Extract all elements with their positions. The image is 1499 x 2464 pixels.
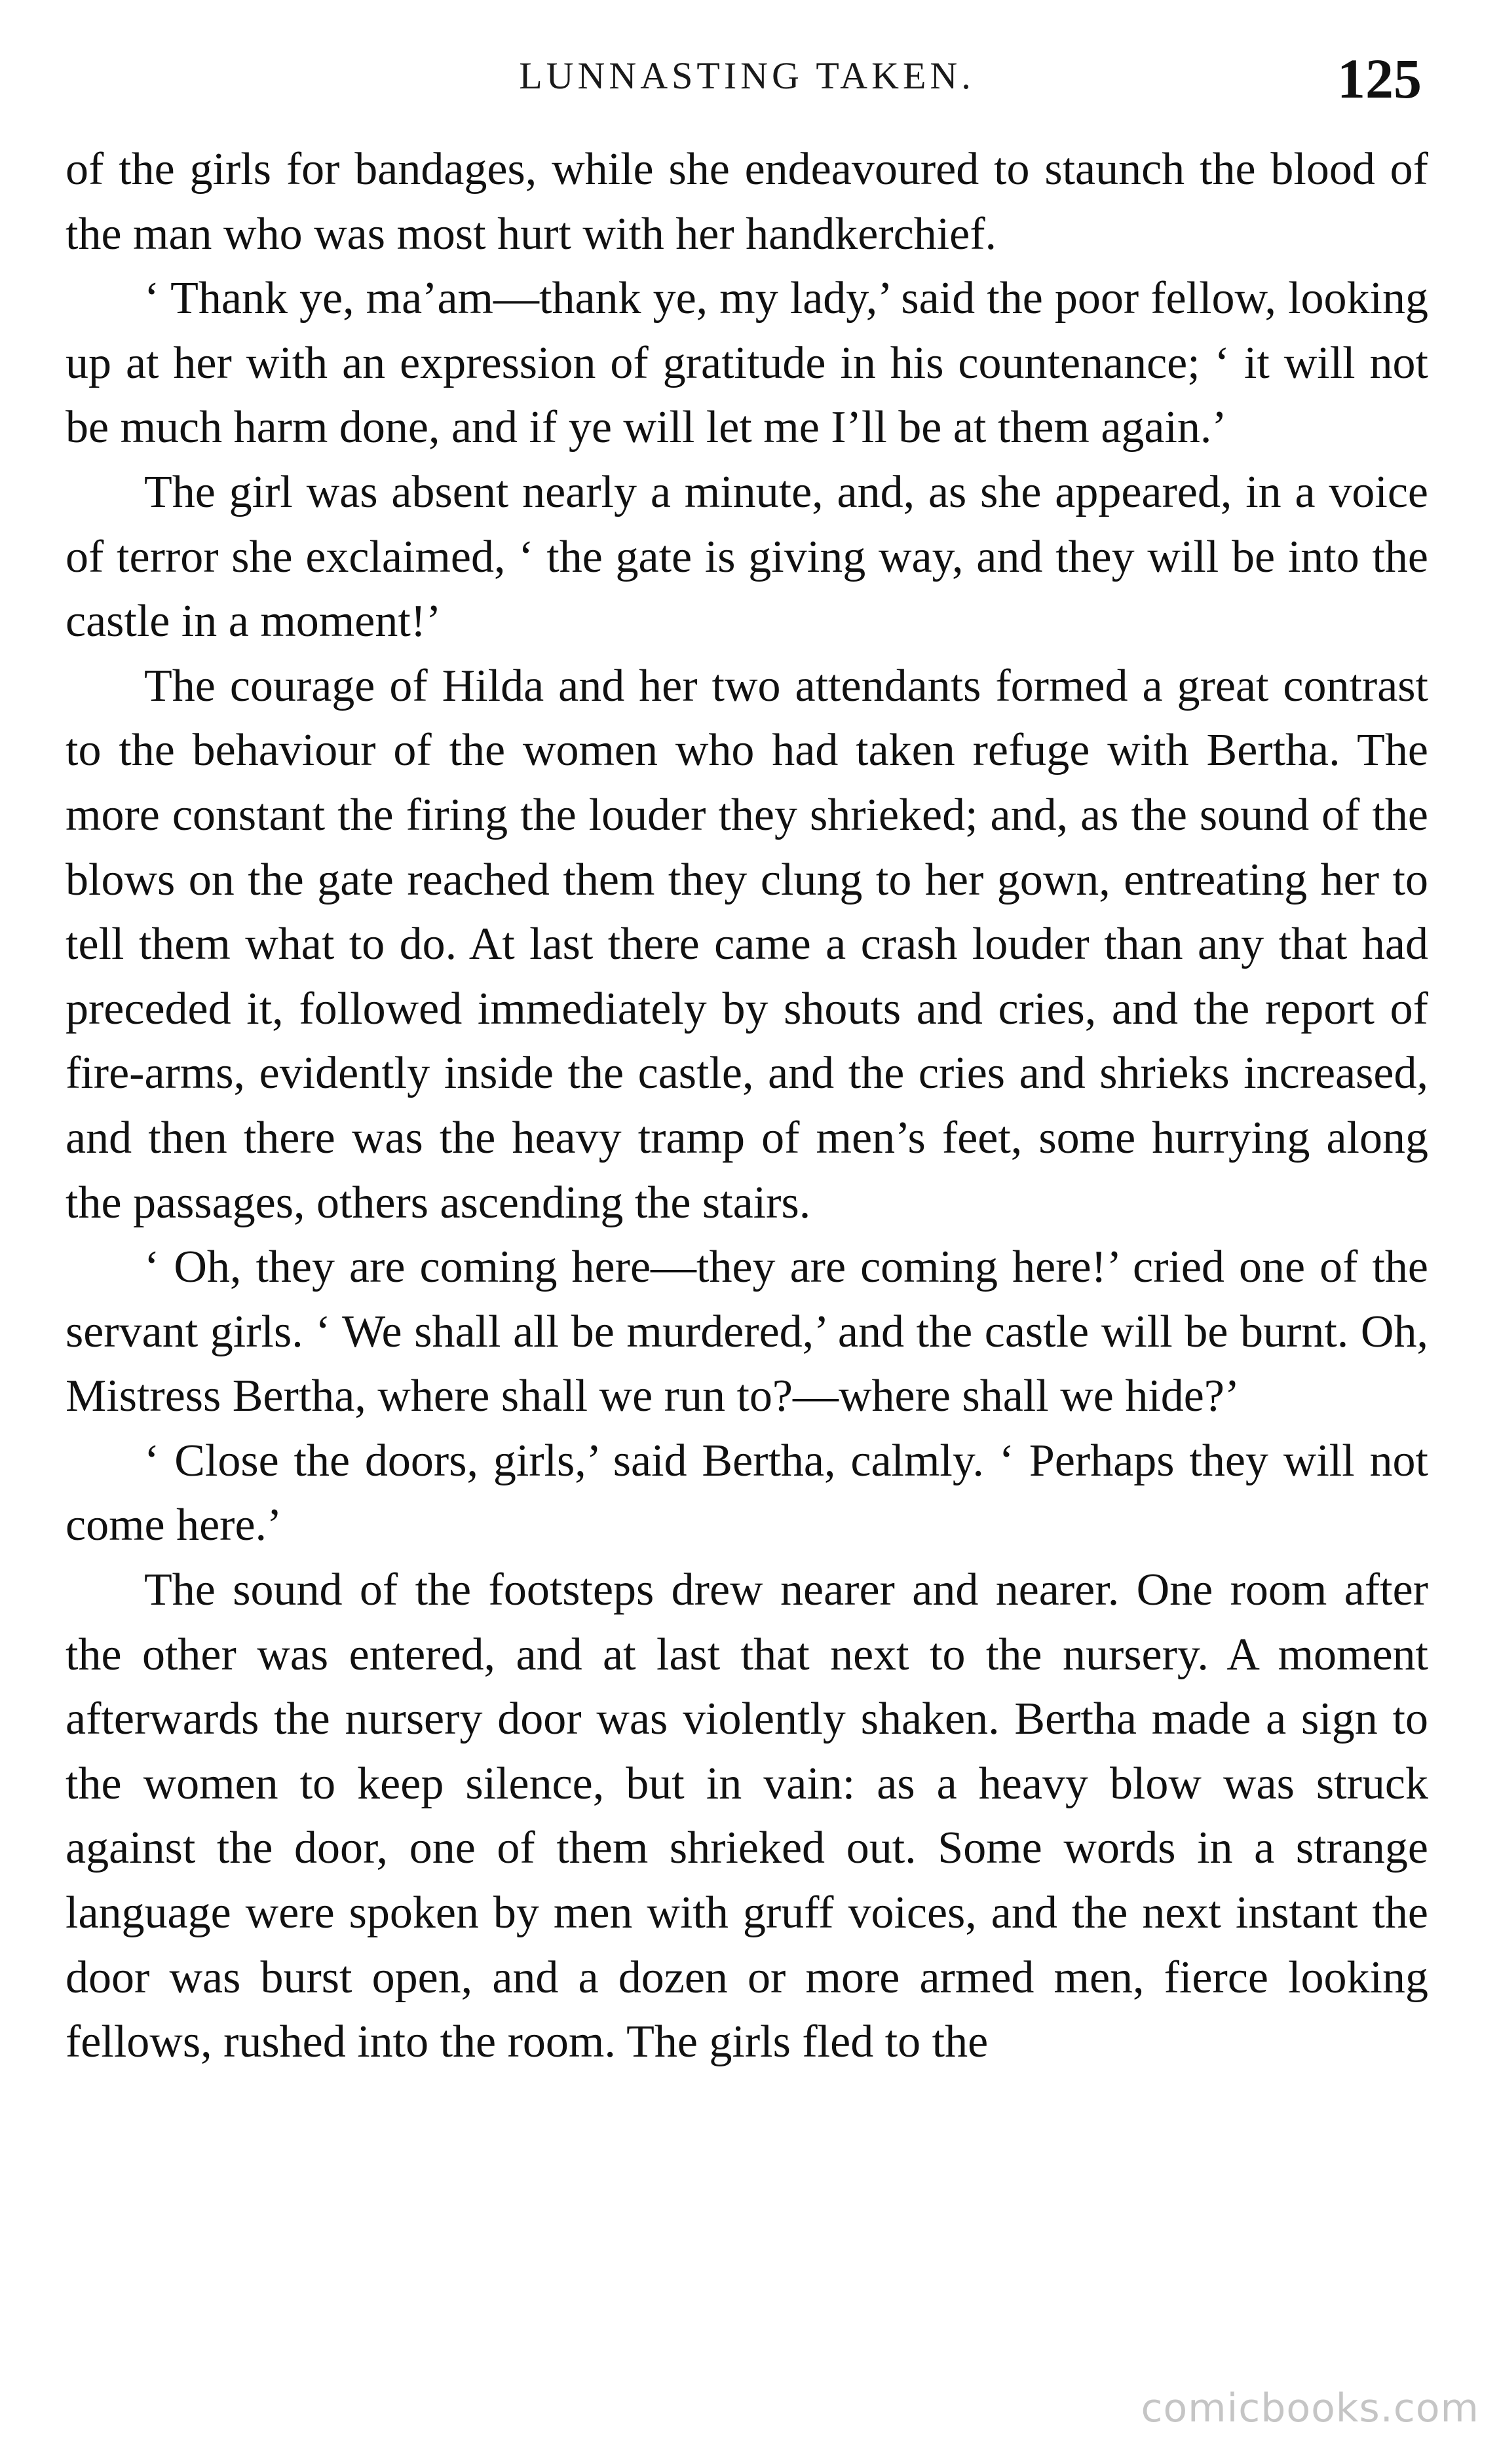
page-number: 125 [1337, 47, 1422, 110]
running-header [66, 46, 1428, 118]
paragraph: ‘ Thank ye, ma’am—thank ye, my lady,’ said the poor fellow, looking up at her with an expression of gratitude in his countenance; ‘ it will not be much harm done, and if ye will let me I’ll be at them again.’ [66, 273, 1428, 453]
running-title: LUNNASTING TAKEN. [519, 54, 975, 97]
paragraph: The courage of Hilda and her two attendants formed a great contrast to the behaviour of the women who had taken refuge with Bertha. The more constant the firing the louder they shrieked; and, as the sound of the blows on the gate reached them they clung to her gown, entreating her to tell them what to do. At last there came a crash louder than any that had preceded it, followed immediately by shouts and cries, and the report of fire-arms, evidently inside the castle, and the cries and shrieks increased, and then there was the heavy tramp of men’s feet, some hurrying along the passages, others ascending the stairs. [66, 660, 1428, 1228]
paragraph: ‘ Close the doors, girls,’ said Bertha, calmly. ‘ Perhaps they will not come here.’ [66, 1435, 1428, 1551]
paragraph: The girl was absent nearly a minute, and, as she appeared, in a voice of terror she exclaimed, ‘ the gate is giving way, and they will be into the castle in a moment!’ [66, 466, 1428, 647]
paragraph: of the girls for bandages, while she endeavoured to staunch the blood of the man who was most hurt with her handkerchief. [66, 144, 1428, 259]
paragraph: ‘ Oh, they are coming here—they are coming here!’ cried one of the servant girls. ‘ We shall all be murdered,’ and the castle will be burnt. Oh, Mistress Bertha, where shall we run to?—where shall we hide?’ [66, 1242, 1428, 1422]
paragraph: The sound of the footsteps drew nearer and nearer. One room after the other was entered, and at last that next to the nursery. A moment afterwards the nursery door was violently shaken. Bertha made a sign to the women to keep silence, but in vain: as a heavy blow was struck against the door, one of them shrieked out. Some words in a strange language were spoken by men with gruff voices, and the next instant the door was burst open, and a dozen or more armed men, fierce looking fellows, rushed into the room. The girls fled to the [66, 1565, 1428, 2068]
watermark: comicbooks.com [1141, 2385, 1479, 2431]
body-text [66, 138, 1428, 2075]
